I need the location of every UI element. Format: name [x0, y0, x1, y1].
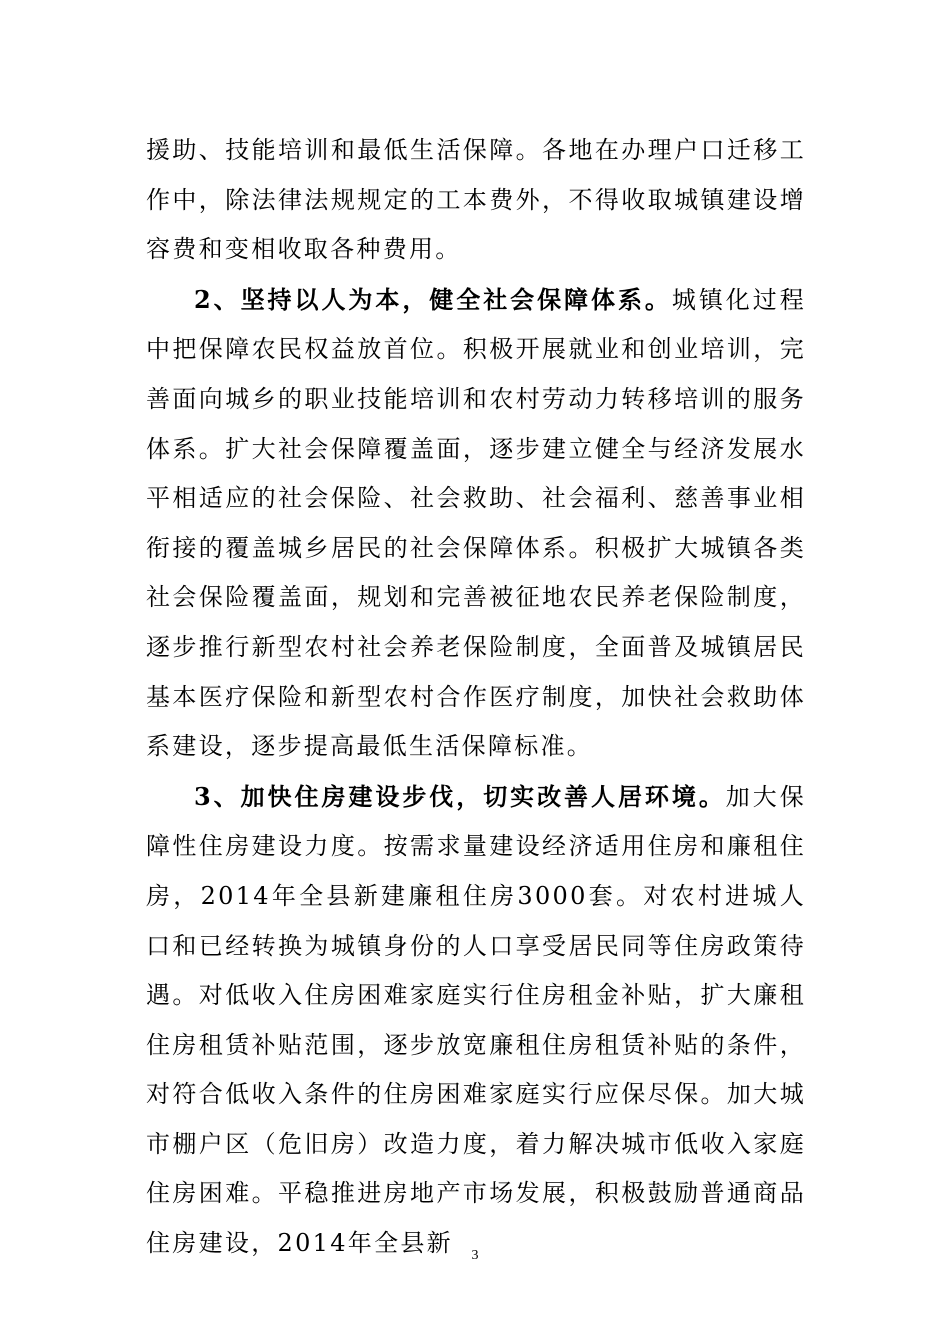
paragraph-heading: 3、加快住房建设步伐，切实改善人居环境。: [194, 781, 726, 811]
paragraph-social-security: [146, 275, 806, 772]
paragraph-continuation: [146, 126, 806, 275]
paragraph-text: 城镇化过程中把保障农民权益放首位。积极开展就业和创业培训，完善面向城乡的职业技能培训和农村劳动力转移培训的服务体系。扩大社会保障覆盖面，逐步建立健全与经济发展水平相适应的社会保险、社会救助、社会福利、慈善事业相衔接的覆盖城乡居民的社会保障体系。积极扩大城镇各类社会保险覆盖面，规划和完善被征地农民养老保险制度，逐步推行新型农村社会养老保险制度，全面普及城镇居民基本医疗保险和新型农村合作医疗制度，加快社会救助体系建设，逐步提高最低生活保障标准。: [146, 285, 806, 761]
paragraph-housing: [146, 772, 806, 1269]
paragraph-text: 援助、技能培训和最低生活保障。各地在办理户口迁移工作中，除法律法规规定的工本费外，不得收取城镇建设增容费和变相收取各种费用。: [146, 136, 806, 264]
body-text: [146, 126, 806, 1269]
paragraph-text: 加大保障性住房建设力度。按需求量建设经济适用住房和廉租住房，2014年全县新建廉租住房3000套。对农村进城人口和已经转换为城镇身份的人口享受居民同等住房政策待遇。对低收入住房困难家庭实行住房租金补贴，扩大廉租住房租赁补贴范围，逐步放宽廉租住房租赁补贴的条件，对符合低收入条件的住房困难家庭实行应保尽保。加大城市棚户区（危旧房）改造力度，着力解决城市低收入家庭住房困难。平稳推进房地产市场发展，积极鼓励普通商品住房建设，2014年全县新: [146, 782, 806, 1258]
paragraph-heading: 2、坚持以人为本，健全社会保障体系。: [194, 284, 672, 314]
page-number: 3: [471, 1248, 479, 1263]
